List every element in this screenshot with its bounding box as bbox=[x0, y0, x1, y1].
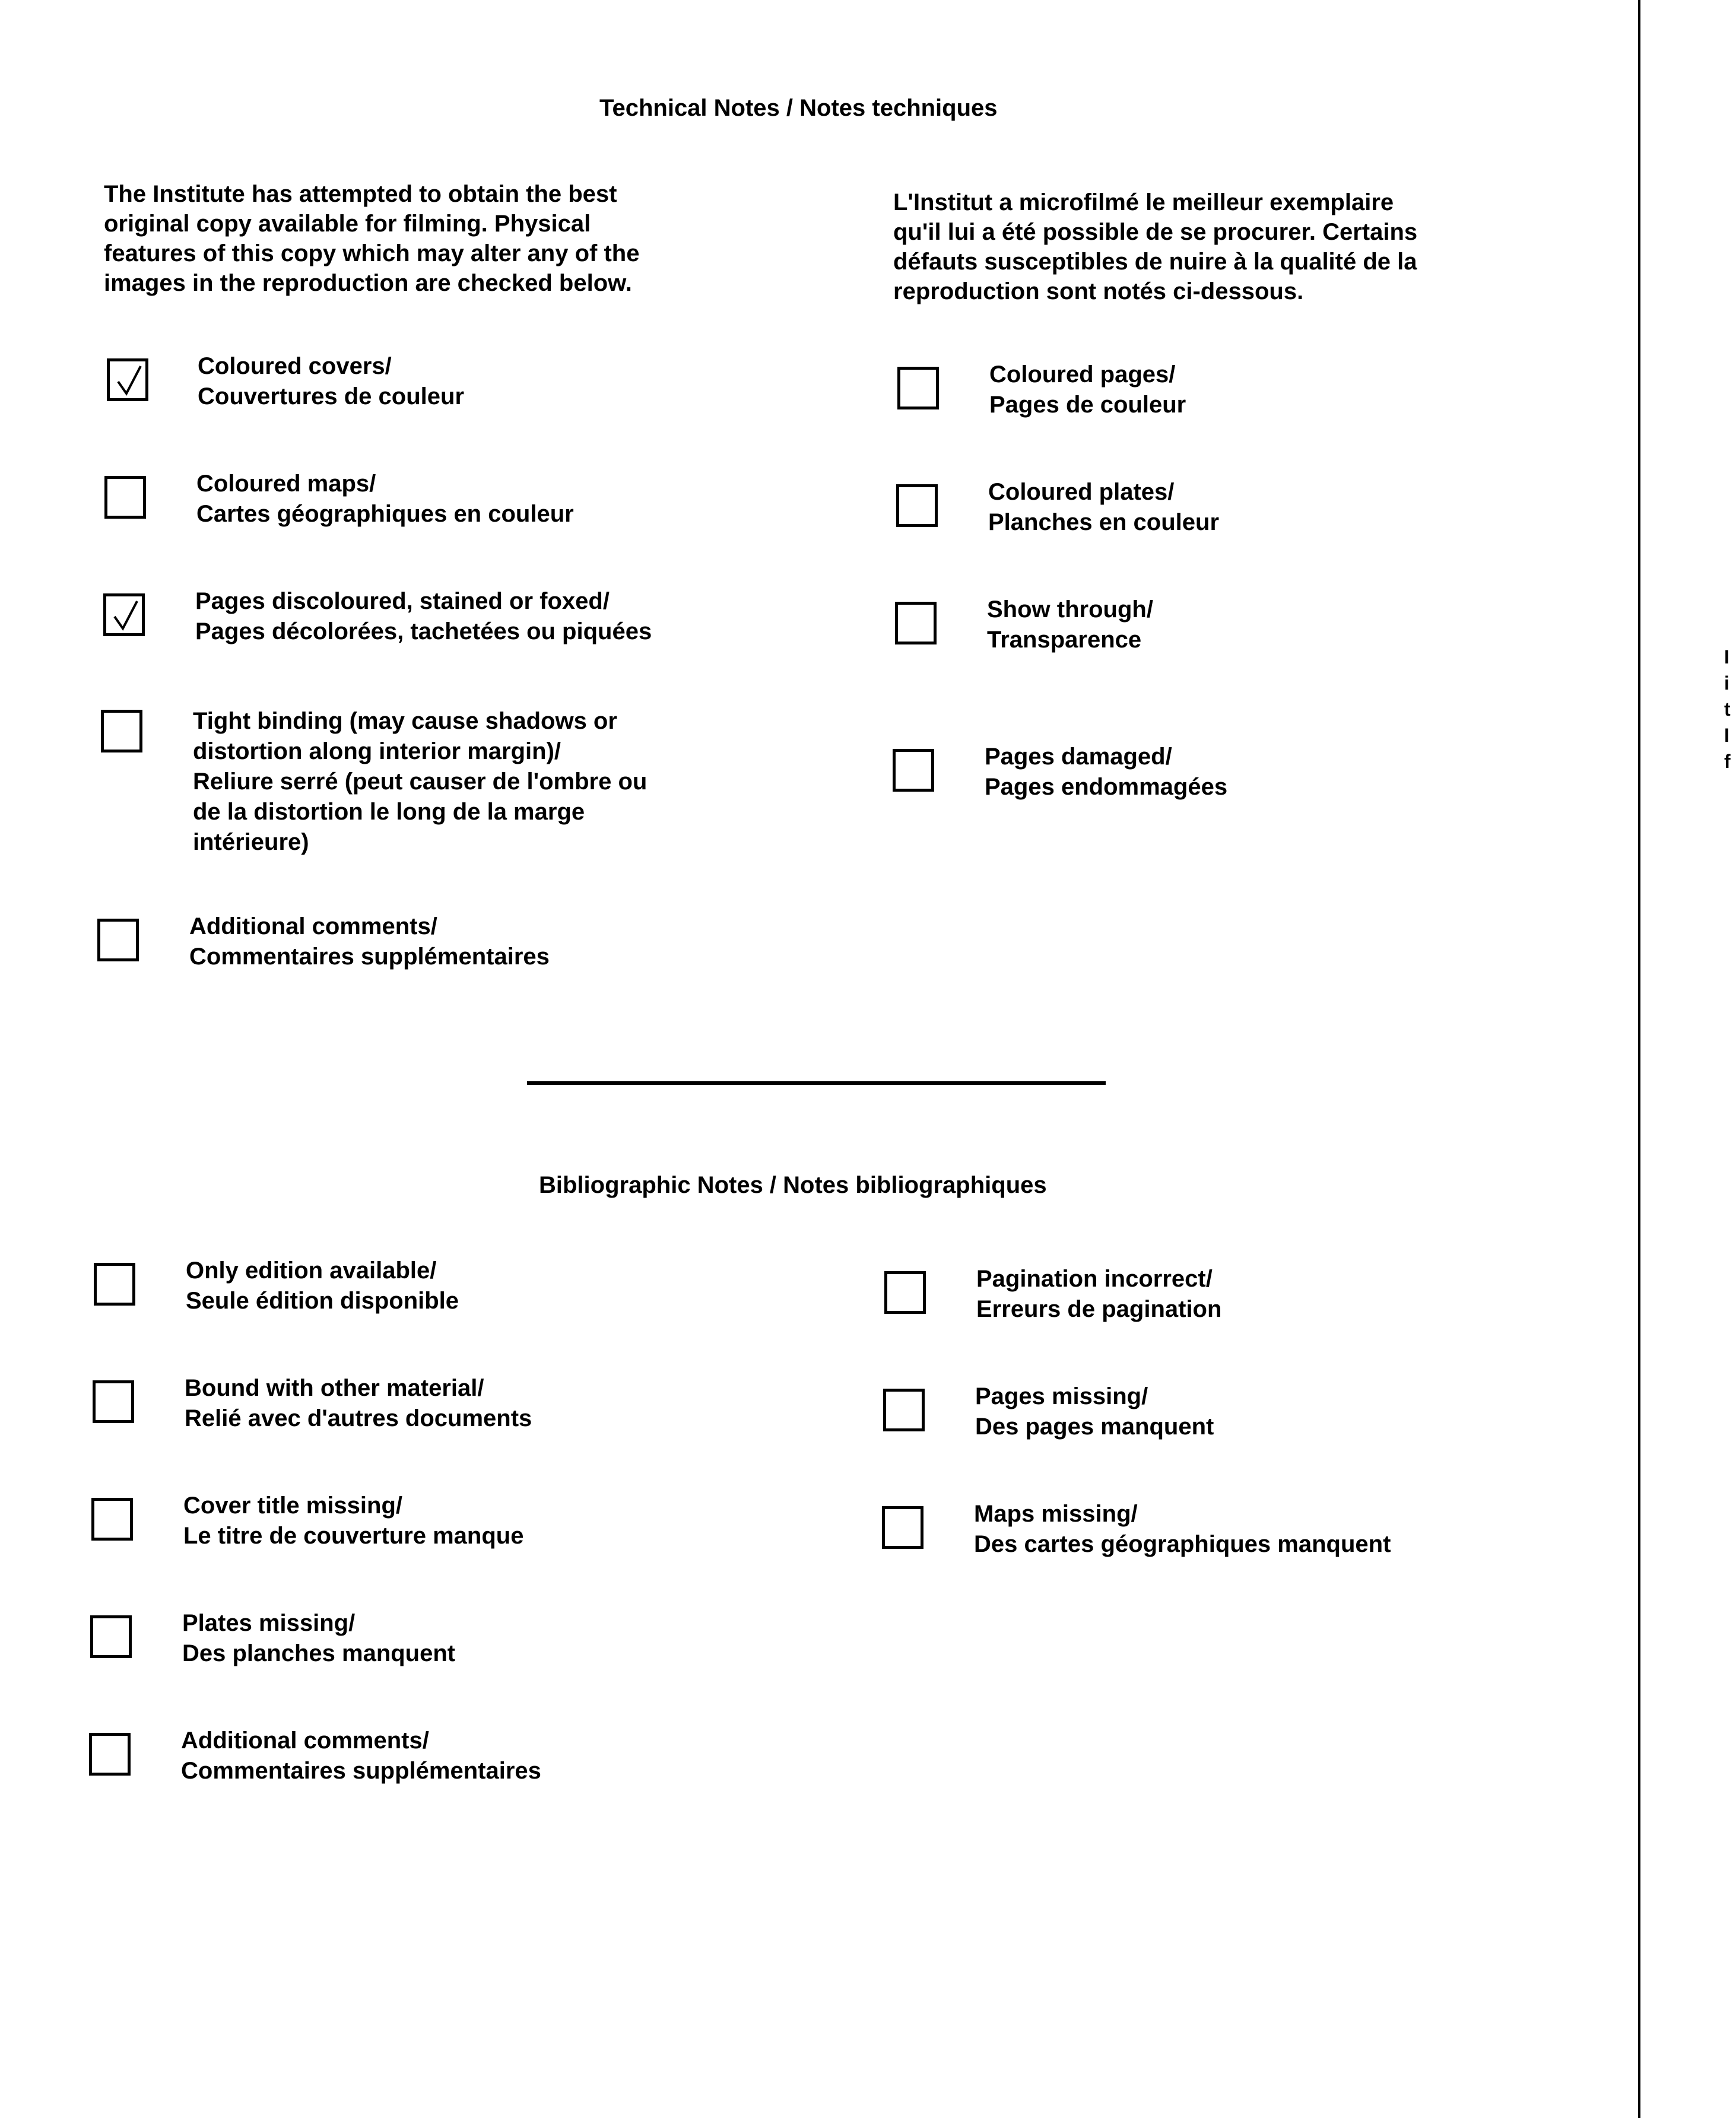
technical-notes-heading: Technical Notes / Notes techniques bbox=[599, 95, 998, 121]
cover-title-missing-checkbox[interactable] bbox=[91, 1498, 133, 1541]
pagination-incorrect-label: Pagination incorrect/ Erreurs de pagination bbox=[976, 1266, 1222, 1322]
only-edition-checkbox[interactable] bbox=[94, 1263, 135, 1306]
coloured-covers-checkbox[interactable] bbox=[107, 358, 148, 401]
bound-with-checkbox[interactable] bbox=[93, 1380, 134, 1423]
tight-binding-label: Tight binding (may cause shadows or distortion along interior margin)/ Reliure serré (peut causer de l'ombre ou de la distortion le long de la marge intérieure) bbox=[193, 708, 648, 855]
additional-comments-bibliographic-label: Additional comments/ Commentaires supplémentaires bbox=[181, 1728, 541, 1784]
checkmark-icon bbox=[111, 599, 139, 632]
checkmark-icon bbox=[115, 364, 143, 397]
show-through-checkbox[interactable] bbox=[895, 602, 937, 644]
section-divider bbox=[527, 1081, 1106, 1085]
maps-missing-label: Maps missing/ Des cartes géographiques manquent bbox=[974, 1501, 1391, 1557]
pages-discoloured-checkbox[interactable] bbox=[103, 593, 145, 636]
pages-discoloured-label: Pages discoloured, stained or foxed/ Pages décolorées, tachetées ou piquées bbox=[195, 588, 652, 644]
plates-missing-label: Plates missing/ Des planches manquent bbox=[182, 1610, 456, 1666]
coloured-plates-checkbox[interactable] bbox=[896, 484, 938, 527]
coloured-covers-label: Coloured covers/ Couvertures de couleur bbox=[198, 353, 465, 409]
tight-binding-checkbox[interactable] bbox=[101, 710, 142, 752]
additional-comments-technical-checkbox[interactable] bbox=[97, 919, 139, 961]
pages-missing-label: Pages missing/ Des pages manquent bbox=[975, 1383, 1214, 1440]
pagination-incorrect-checkbox[interactable] bbox=[884, 1271, 926, 1314]
coloured-maps-checkbox[interactable] bbox=[104, 476, 146, 519]
bibliographic-notes-heading: Bibliographic Notes / Notes bibliographiques bbox=[539, 1172, 1047, 1198]
show-through-label: Show through/ Transparence bbox=[987, 596, 1153, 653]
cover-title-missing-label: Cover title missing/ Le titre de couverture manque bbox=[183, 1493, 524, 1549]
technical-intro-french: L'Institut a microfilmé le meilleur exemplaire qu'il lui a été possible de se procurer. Certains défauts susceptibles de nuire à la qualité de la reproduction sont notés ci-dessous. bbox=[893, 189, 1418, 304]
coloured-pages-checkbox[interactable] bbox=[897, 367, 939, 409]
pages-damaged-label: Pages damaged/ Pages endommagées bbox=[985, 744, 1228, 800]
page-edge-line bbox=[1638, 0, 1640, 2118]
technical-intro-english: The Institute has attempted to obtain the best original copy available for filming. Physical features of this copy which may alter any of the images in the reproduction are checked below. bbox=[104, 181, 640, 296]
bound-with-label: Bound with other material/ Relié avec d'autres documents bbox=[185, 1375, 532, 1431]
coloured-pages-label: Coloured pages/ Pages de couleur bbox=[989, 361, 1186, 418]
pages-missing-checkbox[interactable] bbox=[883, 1389, 925, 1431]
adjacent-page-fragment: I i t I f bbox=[1724, 646, 1731, 772]
additional-comments-technical-label: Additional comments/ Commentaires supplémentaires bbox=[189, 913, 550, 970]
only-edition-label: Only edition available/ Seule édition disponible bbox=[186, 1258, 459, 1314]
plates-missing-checkbox[interactable] bbox=[90, 1615, 132, 1658]
maps-missing-checkbox[interactable] bbox=[882, 1506, 923, 1549]
additional-comments-bibliographic-checkbox[interactable] bbox=[89, 1733, 131, 1776]
coloured-maps-label: Coloured maps/ Cartes géographiques en couleur bbox=[196, 471, 574, 527]
pages-damaged-checkbox[interactable] bbox=[893, 749, 934, 792]
coloured-plates-label: Coloured plates/ Planches en couleur bbox=[988, 479, 1220, 535]
